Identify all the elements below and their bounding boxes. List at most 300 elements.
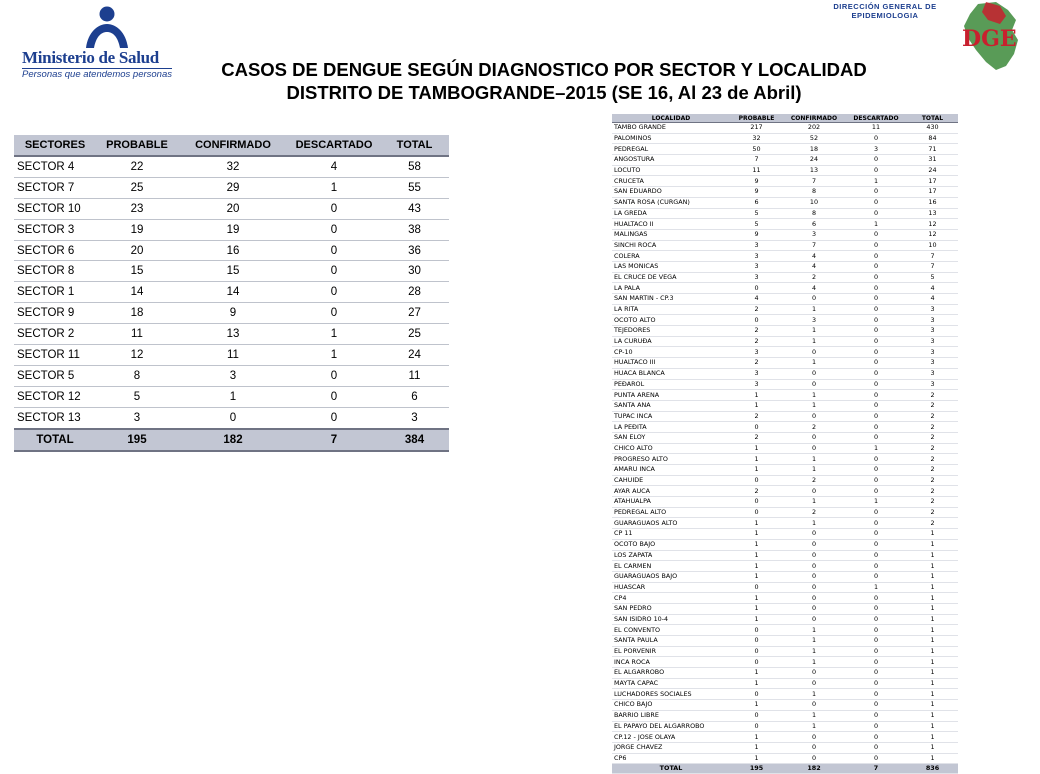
row-label: LOS ZAPATA [612, 550, 730, 561]
cell-value: 58 [380, 156, 449, 177]
table-row [14, 365, 449, 386]
cell-value: 0 [288, 407, 380, 428]
cell-value: 1 [783, 400, 845, 411]
row-label: MALINGAS [612, 229, 730, 240]
cell-value: 0 [845, 732, 907, 743]
title-line2: DISTRITO DE TAMBOGRANDE–2015 (SE 16, Al 23 de Abril) [286, 82, 802, 103]
locality-table [612, 114, 958, 774]
table-row [612, 721, 958, 732]
cell-value: 38 [380, 219, 449, 240]
cell-value: 2 [907, 518, 958, 529]
table-row [612, 657, 958, 668]
cell-value: 0 [845, 507, 907, 518]
table-row [612, 539, 958, 550]
row-label: SECTOR 3 [14, 219, 96, 240]
cell-value: 17 [907, 187, 958, 198]
cell-value: 0 [845, 294, 907, 305]
cell-value: 0 [783, 732, 845, 743]
cell-value: 1 [845, 443, 907, 454]
table-row [14, 156, 449, 177]
cell-value: 12 [96, 345, 178, 366]
cell-value: 1 [907, 753, 958, 764]
row-label: EL PORVENIR [612, 646, 730, 657]
row-label: EL CRUCE DE VEGA [612, 272, 730, 283]
cell-value: 1 [907, 561, 958, 572]
header-confirmado: CONFIRMADO [783, 114, 845, 123]
cell-value: 2 [730, 432, 783, 443]
cell-value: 1 [907, 732, 958, 743]
cell-value: 0 [845, 133, 907, 144]
table-row [14, 386, 449, 407]
cell-value: 18 [96, 303, 178, 324]
row-label: SECTOR 7 [14, 177, 96, 198]
cell-value: 0 [288, 198, 380, 219]
cell-value: 0 [845, 657, 907, 668]
cell-value: 9 [178, 303, 288, 324]
row-label: SECTOR 13 [14, 407, 96, 428]
row-label: SAN ELOY [612, 432, 730, 443]
table-row [14, 345, 449, 366]
cell-value: 2 [783, 422, 845, 433]
cell-value: 0 [845, 465, 907, 476]
cell-value: 3 [907, 326, 958, 337]
cell-value: 16 [907, 197, 958, 208]
cell-value: 0 [288, 240, 380, 261]
table-row [612, 272, 958, 283]
cell-value: 43 [380, 198, 449, 219]
row-label: LA PEÐITA [612, 422, 730, 433]
cell-value: 11 [845, 123, 907, 134]
row-label: SECTOR 12 [14, 386, 96, 407]
cell-value: 4 [907, 283, 958, 294]
cell-value: 0 [845, 668, 907, 679]
cell-value: 1 [730, 742, 783, 753]
cell-value: 1 [907, 593, 958, 604]
row-label: GUARAGUAOS ALTO [612, 518, 730, 529]
cell-value: 1 [783, 497, 845, 508]
row-label: PALOMINOS [612, 133, 730, 144]
cell-value: 0 [288, 282, 380, 303]
cell-value: 31 [907, 155, 958, 166]
cell-value: 1 [730, 400, 783, 411]
row-label: CP 11 [612, 529, 730, 540]
cell-value: 0 [845, 593, 907, 604]
cell-value: 1 [730, 593, 783, 604]
cell-value: 0 [288, 219, 380, 240]
cell-value: 1 [730, 550, 783, 561]
cell-value: 1 [907, 646, 958, 657]
cell-value: 0 [845, 261, 907, 272]
table-row [612, 646, 958, 657]
cell-value: 2 [730, 411, 783, 422]
row-label: SINCHI ROCA [612, 240, 730, 251]
cell-value: 24 [783, 155, 845, 166]
row-label: PUNTA ARENA [612, 390, 730, 401]
row-label: SAN EDUARDO [612, 187, 730, 198]
cell-value: 5 [730, 219, 783, 230]
table-row [612, 422, 958, 433]
row-label: BARRIO LIBRE [612, 710, 730, 721]
row-label: PEDREGAL [612, 144, 730, 155]
cell-value: 50 [730, 144, 783, 155]
cell-value: 1 [907, 668, 958, 679]
total-value: 7 [845, 764, 907, 774]
dge-caption-line1: DIRECCIÓN GENERAL DE [833, 2, 937, 11]
row-label: EL ALGARROBO [612, 668, 730, 679]
table-row [14, 198, 449, 219]
cell-value: 0 [845, 432, 907, 443]
cell-value: 0 [845, 379, 907, 390]
row-label: SECTOR 8 [14, 261, 96, 282]
table-row [612, 240, 958, 251]
total-row [612, 764, 958, 774]
dge-caption-line2: EPIDEMIOLOGIA [851, 11, 919, 20]
cell-value: 0 [845, 518, 907, 529]
cell-value: 3 [783, 229, 845, 240]
cell-value: 1 [907, 529, 958, 540]
cell-value: 1 [730, 700, 783, 711]
cell-value: 0 [845, 165, 907, 176]
cell-value: 0 [845, 561, 907, 572]
cell-value: 23 [96, 198, 178, 219]
total-value: 195 [730, 764, 783, 774]
cell-value: 0 [845, 710, 907, 721]
cell-value: 0 [845, 721, 907, 732]
table-row [612, 336, 958, 347]
cell-value: 30 [380, 261, 449, 282]
total-value: 195 [96, 429, 178, 451]
cell-value: 3 [730, 251, 783, 262]
cell-value: 0 [845, 304, 907, 315]
page-title [160, 58, 928, 104]
cell-value: 3 [178, 365, 288, 386]
cell-value: 0 [845, 155, 907, 166]
sector-table [14, 135, 449, 452]
table-row [612, 475, 958, 486]
cell-value: 1 [907, 742, 958, 753]
row-label: AMARU INCA [612, 465, 730, 476]
cell-value: 1 [730, 454, 783, 465]
header-descartado: DESCARTADO [845, 114, 907, 123]
cell-value: 0 [845, 368, 907, 379]
cell-value: 7 [907, 261, 958, 272]
cell-value: 0 [845, 753, 907, 764]
cell-value: 430 [907, 123, 958, 134]
row-label: OCOTO ALTO [612, 315, 730, 326]
cell-value: 19 [178, 219, 288, 240]
table-row [612, 668, 958, 679]
cell-value: 1 [730, 443, 783, 454]
cell-value: 1 [783, 454, 845, 465]
cell-value: 0 [288, 261, 380, 282]
row-label: TAMBO GRANDE [612, 123, 730, 134]
cell-value: 0 [783, 753, 845, 764]
cell-value: 1 [783, 465, 845, 476]
cell-value: 0 [730, 721, 783, 732]
cell-value: 1 [783, 721, 845, 732]
cell-value: 7 [907, 251, 958, 262]
table-row [612, 689, 958, 700]
cell-value: 10 [783, 197, 845, 208]
cell-value: 5 [96, 386, 178, 407]
row-label: EL PAPAYO DEL ALGARROBO [612, 721, 730, 732]
table-row [612, 283, 958, 294]
cell-value: 0 [845, 336, 907, 347]
cell-value: 1 [730, 614, 783, 625]
table-row [612, 347, 958, 358]
cell-value: 0 [730, 582, 783, 593]
table-row [612, 390, 958, 401]
table-row [612, 358, 958, 369]
row-label: CP-10 [612, 347, 730, 358]
cell-value: 1 [288, 345, 380, 366]
total-value: 384 [380, 429, 449, 451]
cell-value: 0 [845, 283, 907, 294]
table-row [612, 400, 958, 411]
cell-value: 29 [178, 177, 288, 198]
row-label: LA RITA [612, 304, 730, 315]
cell-value: 2 [783, 272, 845, 283]
cell-value: 0 [783, 443, 845, 454]
cell-value: 1 [730, 603, 783, 614]
cell-value: 13 [783, 165, 845, 176]
cell-value: 0 [730, 646, 783, 657]
cell-value: 1 [907, 539, 958, 550]
cell-value: 0 [845, 422, 907, 433]
table-row [612, 529, 958, 540]
cell-value: 0 [783, 347, 845, 358]
total-row [14, 429, 449, 451]
total-value: 182 [178, 429, 288, 451]
header-localidad: LOCALIDAD [612, 114, 730, 123]
cell-value: 1 [730, 753, 783, 764]
cell-value: 0 [845, 742, 907, 753]
cell-value: 0 [845, 571, 907, 582]
cell-value: 1 [783, 336, 845, 347]
cell-value: 32 [730, 133, 783, 144]
cell-value: 12 [907, 229, 958, 240]
header-confirmado: CONFIRMADO [178, 135, 288, 156]
cell-value: 1 [783, 625, 845, 636]
cell-value: 20 [96, 240, 178, 261]
cell-value: 0 [845, 358, 907, 369]
cell-value: 0 [845, 390, 907, 401]
cell-value: 1 [783, 358, 845, 369]
row-label: LOCUTO [612, 165, 730, 176]
cell-value: 9 [730, 187, 783, 198]
cell-value: 0 [783, 668, 845, 679]
cell-value: 14 [96, 282, 178, 303]
row-label: TUPAC INCA [612, 411, 730, 422]
row-label: JORGE CHAVEZ [612, 742, 730, 753]
cell-value: 2 [783, 475, 845, 486]
cell-value: 0 [845, 326, 907, 337]
cell-value: 3 [730, 272, 783, 283]
row-label: SANTA PAULA [612, 636, 730, 647]
cell-value: 4 [783, 261, 845, 272]
row-label: SECTOR 11 [14, 345, 96, 366]
cell-value: 2 [907, 465, 958, 476]
cell-value: 2 [730, 326, 783, 337]
cell-value: 1 [907, 550, 958, 561]
cell-value: 0 [783, 411, 845, 422]
cell-value: 13 [178, 324, 288, 345]
cell-value: 1 [907, 582, 958, 593]
cell-value: 3 [845, 144, 907, 155]
table-row [14, 407, 449, 428]
cell-value: 1 [907, 721, 958, 732]
cell-value: 0 [730, 710, 783, 721]
row-label: PEDREGAL ALTO [612, 507, 730, 518]
ministry-slogan: Personas que atendemos personas [22, 69, 172, 80]
cell-value: 24 [907, 165, 958, 176]
cell-value: 0 [730, 657, 783, 668]
cell-value: 28 [380, 282, 449, 303]
table-row [612, 219, 958, 230]
locality-table-header-row [612, 114, 958, 123]
row-label: CHICO BAJO [612, 700, 730, 711]
cell-value: 0 [845, 689, 907, 700]
header-probable: PROBABLE [96, 135, 178, 156]
header-total: TOTAL [907, 114, 958, 123]
cell-value: 0 [783, 700, 845, 711]
row-label: CP6 [612, 753, 730, 764]
cell-value: 0 [845, 197, 907, 208]
cell-value: 1 [783, 304, 845, 315]
cell-value: 0 [845, 411, 907, 422]
cell-value: 4 [730, 294, 783, 305]
cell-value: 0 [845, 625, 907, 636]
cell-value: 6 [783, 219, 845, 230]
row-label: SECTOR 10 [14, 198, 96, 219]
cell-value: 0 [783, 379, 845, 390]
row-label: AYAR AUCA [612, 486, 730, 497]
table-row [612, 123, 958, 134]
row-label: CHICO ALTO [612, 443, 730, 454]
cell-value: 1 [907, 603, 958, 614]
table-row [612, 133, 958, 144]
table-row [612, 368, 958, 379]
cell-value: 4 [783, 283, 845, 294]
cell-value: 25 [96, 177, 178, 198]
row-label: INCA ROCA [612, 657, 730, 668]
dge-logo [956, 0, 1026, 72]
cell-value: 0 [730, 636, 783, 647]
table-row [612, 518, 958, 529]
ministry-name: Ministerio de Salud [22, 48, 159, 67]
cell-value: 71 [907, 144, 958, 155]
row-label: PEÐAROL [612, 379, 730, 390]
cell-value: 1 [845, 582, 907, 593]
row-label: SANTA ROSA (CURGAN) [612, 197, 730, 208]
table-row [612, 742, 958, 753]
cell-value: 2 [730, 336, 783, 347]
cell-value: 7 [783, 240, 845, 251]
cell-value: 0 [783, 593, 845, 604]
table-row [612, 497, 958, 508]
cell-value: 0 [783, 603, 845, 614]
cell-value: 0 [845, 475, 907, 486]
table-row [612, 561, 958, 572]
cell-value: 36 [380, 240, 449, 261]
cell-value: 3 [380, 407, 449, 428]
total-label: TOTAL [14, 429, 96, 451]
cell-value: 0 [730, 283, 783, 294]
cell-value: 0 [845, 646, 907, 657]
cell-value: 0 [288, 303, 380, 324]
table-row [612, 176, 958, 187]
cell-value: 2 [907, 454, 958, 465]
table-row [612, 625, 958, 636]
table-row [14, 303, 449, 324]
cell-value: 0 [178, 407, 288, 428]
cell-value: 1 [907, 657, 958, 668]
cell-value: 15 [96, 261, 178, 282]
cell-value: 2 [730, 304, 783, 315]
cell-value: 1 [730, 518, 783, 529]
cell-value: 18 [783, 144, 845, 155]
row-label: TEJEDORES [612, 326, 730, 337]
row-label: SECTOR 5 [14, 365, 96, 386]
cell-value: 0 [783, 368, 845, 379]
table-row [612, 678, 958, 689]
cell-value: 0 [288, 386, 380, 407]
table-row [612, 197, 958, 208]
cell-value: 84 [907, 133, 958, 144]
table-row [612, 593, 958, 604]
cell-value: 2 [907, 411, 958, 422]
row-label: CAHUIDE [612, 475, 730, 486]
sector-table-body [14, 156, 449, 451]
table-row [612, 326, 958, 337]
header-sectores: SECTORES [14, 135, 96, 156]
cell-value: 202 [783, 123, 845, 134]
cell-value: 3 [96, 407, 178, 428]
cell-value: 2 [907, 475, 958, 486]
cell-value: 0 [730, 507, 783, 518]
header-probable: PROBABLE [730, 114, 783, 123]
table-row [612, 379, 958, 390]
table-row [612, 732, 958, 743]
cell-value: 10 [907, 240, 958, 251]
cell-value: 25 [380, 324, 449, 345]
cell-value: 3 [907, 304, 958, 315]
cell-value: 15 [178, 261, 288, 282]
cell-value: 1 [907, 689, 958, 700]
cell-value: 1 [730, 571, 783, 582]
cell-value: 6 [730, 197, 783, 208]
cell-value: 2 [907, 422, 958, 433]
cell-value: 1 [783, 518, 845, 529]
cell-value: 0 [845, 678, 907, 689]
table-row [612, 454, 958, 465]
cell-value: 1 [845, 219, 907, 230]
cell-value: 17 [907, 176, 958, 187]
total-value: 182 [783, 764, 845, 774]
table-row [612, 465, 958, 476]
cell-value: 0 [845, 603, 907, 614]
table-row [612, 229, 958, 240]
row-label: LAS MONICAS [612, 261, 730, 272]
cell-value: 1 [907, 710, 958, 721]
cell-value: 14 [178, 282, 288, 303]
table-row [612, 753, 958, 764]
row-label: SECTOR 9 [14, 303, 96, 324]
cell-value: 2 [730, 486, 783, 497]
table-row [612, 432, 958, 443]
cell-value: 1 [907, 700, 958, 711]
table-row [14, 324, 449, 345]
